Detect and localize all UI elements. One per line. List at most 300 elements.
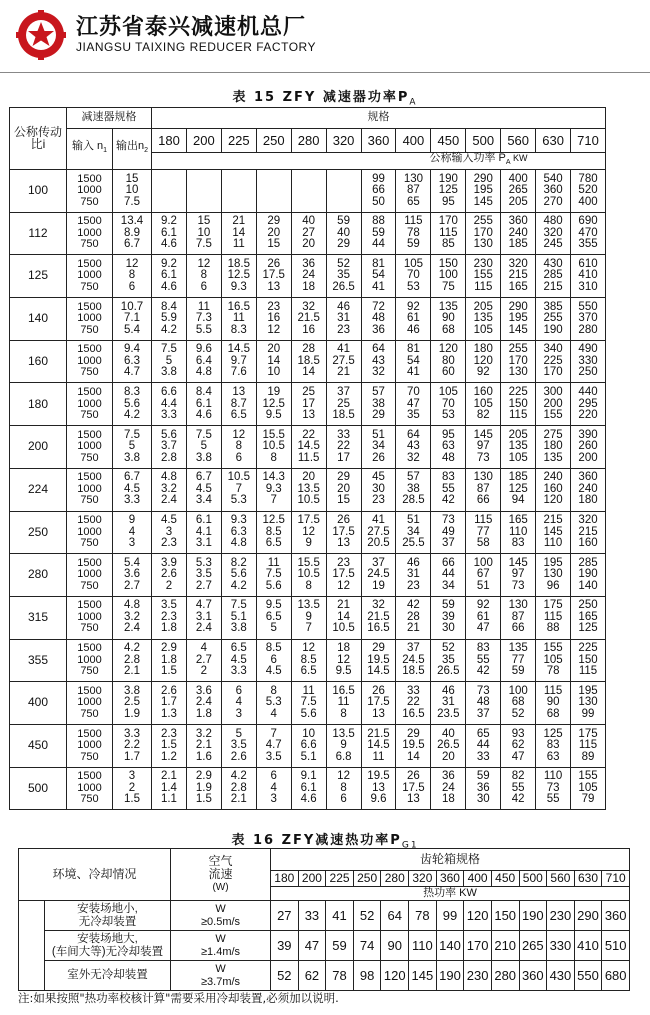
table16-title-text: 表 16 ZFY减速热功率P [231,833,402,848]
power-cell: 100 67 51 [466,554,501,597]
thermal-power-cell: 265 [519,931,547,961]
power-cell: 3.9 2.6 2 [152,554,187,597]
power-cell: 32 21.5 16 [291,298,326,341]
power-cell: 100 68 52 [501,682,536,725]
thermal-power-cell: 290 [574,901,602,931]
power-cell: 99 66 50 [361,170,396,213]
power-cell: 12.5 8.5 6.5 [256,511,291,554]
power-cell: 105 70 53 [431,383,466,426]
power-cell: 275 180 135 [536,426,571,469]
power-cell: 8.4 6.1 4.6 [186,383,221,426]
table-row [10,724,641,767]
power-cell: 7 4.7 3.5 [256,724,291,767]
ratio-cell: 400 [10,682,67,725]
power-cell: 29 19.5 14.5 [361,639,396,682]
power-cell: 82 55 42 [501,767,536,810]
table-row [10,468,641,511]
thermal-power-cell: 59 [326,931,354,961]
power-cell: 37 24.5 18.5 [396,639,431,682]
power-cell: 41 27.5 20.5 [361,511,396,554]
power-cell: 290 195 145 [501,298,536,341]
power-cell: 9.1 6.1 4.6 [291,767,326,810]
table-row [19,931,630,961]
power-cell: 6 4 3 [256,767,291,810]
power-cell: 88 59 44 [361,212,396,255]
power-cell: 3.2 2.1 1.6 [186,724,221,767]
power-cell: 64 43 32 [396,426,431,469]
ratio-cell: 450 [10,724,67,767]
air-flow-label: 空气 流速 [208,854,233,881]
table15-title-text: 表 15 ZFY 减速器功率P [232,90,410,105]
table-row [10,340,641,383]
spec-right-header: 规格 [152,108,606,129]
ratio-cell: 100 [10,170,67,213]
output-speed-cell: 12 8 6 [113,255,152,298]
input-speed-cell: 1500 1000 750 [67,212,113,255]
power-cell: 130 87 65 [396,170,431,213]
table-row [19,961,630,991]
thermal-power-cell: 120 [464,901,492,931]
power-cell: 4.8 3.2 2.4 [152,468,187,511]
power-unit: KW [510,153,528,164]
input-speed-cell: 1500 1000 750 [67,639,113,682]
power-cell: 22 14.5 11.5 [291,426,326,469]
power-cell: 10.5 7 5.3 [221,468,256,511]
thermal-power-cell: 41 [326,901,354,931]
power-cell: 480 320 245 [536,212,571,255]
power-cell: 130 87 66 [466,468,501,511]
input-speed-cell: 1500 1000 750 [67,767,113,810]
thermal-power-cell: 27 [271,901,299,931]
power-cell: 11 7.5 5.6 [256,554,291,597]
power-cell: 6.7 4.5 3.4 [186,468,221,511]
table-row [10,170,641,213]
input-speed-header [67,129,113,170]
power-cell: 125 83 63 [536,724,571,767]
power-cell: 29 20 15 [256,212,291,255]
power-cell: 550 370 280 [571,298,606,341]
size-header: 710 [571,129,606,153]
power-cell: 46 31 23 [396,554,431,597]
power-cell: 13.5 9 6.8 [326,724,361,767]
power-cell: 59 39 30 [431,596,466,639]
power-cell: 6.1 4.1 3.1 [186,511,221,554]
power-cell: 52 35 26.5 [431,639,466,682]
power-cell: 340 225 170 [536,340,571,383]
thermal-power-cell: 33 [298,901,326,931]
thermal-power-cell: 430 [547,961,575,991]
power-cell: 4.7 3.1 2.4 [186,596,221,639]
power-cell: 610 410 310 [571,255,606,298]
output-speed-cell: 6.7 4.5 3.3 [113,468,152,511]
output-speed-cell: 3.8 2.5 1.9 [113,682,152,725]
ratio-cell: 125 [10,255,67,298]
power-cell: 160 105 82 [466,383,501,426]
thermal-power-cell: 62 [298,961,326,991]
power-cell: 225 150 115 [501,383,536,426]
power-cell: 42 28 21 [396,596,431,639]
power-cell: 73 48 37 [466,682,501,725]
size-header: 560 [547,871,575,887]
input-speed-cell: 1500 1000 750 [67,724,113,767]
power-cell: 290 195 145 [466,170,501,213]
size-header: 225 [221,129,256,153]
power-cell: 180 120 92 [466,340,501,383]
thermal-table-16 [18,848,630,991]
thermal-power-cell: 140 [436,931,464,961]
size-header: 400 [396,129,431,153]
page-header [0,0,650,72]
power-cell: 45 30 23 [361,468,396,511]
size-header: 280 [291,129,326,153]
power-cell: 285 190 140 [571,554,606,597]
power-cell: 29 19.5 14 [396,724,431,767]
thermal-power-cell: 150 [491,901,519,931]
power-cell: 40 27 20 [291,212,326,255]
size-header: 360 [436,871,464,887]
power-cell: 23 16 12 [256,298,291,341]
thermal-power-cell: 52 [271,961,299,991]
power-cell: 6.6 4.4 3.3 [152,383,187,426]
power-cell: 145 97 73 [466,426,501,469]
power-cell: 3.5 2.3 1.8 [152,596,187,639]
table-row [10,511,641,554]
power-cell: 5.3 3.5 2.7 [186,554,221,597]
power-cell: 155 105 78 [536,639,571,682]
thermal-power-cell: 190 [436,961,464,991]
thermal-power-cell: 190 [519,901,547,931]
thermal-power-cell: 360 [602,901,630,931]
power-cell: 9.5 6.5 5 [256,596,291,639]
power-cell: 135 90 68 [431,298,466,341]
power-cell: 255 170 130 [501,340,536,383]
output-speed-header [113,129,152,170]
input-speed-cell: 1500 1000 750 [67,511,113,554]
power-cell: 12 8 6 [186,255,221,298]
power-cell: 8.2 5.6 4.2 [221,554,256,597]
power-cell: 2.3 1.5 1.2 [152,724,187,767]
power-cell: 170 115 85 [431,212,466,255]
size-header: 180 [271,871,299,887]
ratio-cell: 280 [10,554,67,597]
ratio-cell: 250 [10,511,67,554]
gear-spec-header: 齿轮箱规格 [271,849,630,871]
thermal-power-cell: 230 [547,901,575,931]
table-row [10,426,641,469]
input-sub: 1 [103,147,108,155]
input-speed-cell: 1500 1000 750 [67,383,113,426]
power-cell: 250 165 125 [571,596,606,639]
power-cell: 21 14 10.5 [326,596,361,639]
power-cell: 51 34 25.5 [396,511,431,554]
power-cell: 9.2 6.1 4.6 [152,255,187,298]
output-sub: 2 [144,147,149,155]
ratio-cell: 315 [10,596,67,639]
input-speed-cell: 1500 1000 750 [67,340,113,383]
thermal-power-cell: 360 [519,961,547,991]
power-sub: A [505,159,511,167]
power-cell: 4.2 2.8 2.1 [221,767,256,810]
input-speed-cell: 1500 1000 750 [67,596,113,639]
power-cell [326,170,361,213]
output-speed-cell: 15 10 7.5 [113,170,152,213]
env-header: 环境、冷却情况 [19,849,171,901]
power-cell: 2.1 1.4 1.1 [152,767,187,810]
power-cell: 18.5 12.5 9.3 [221,255,256,298]
thermal-power-cell: 120 [381,961,409,991]
power-cell: 130 87 66 [501,596,536,639]
power-cell: 255 170 130 [466,212,501,255]
power-cell: 26 17.5 13 [326,511,361,554]
output-speed-cell: 9.4 6.3 4.7 [113,340,152,383]
power-cell: 57 38 28.5 [396,468,431,511]
power-cell: 15.5 10.5 8 [291,554,326,597]
air-flow-header [171,849,271,901]
ratio-cell: 112 [10,212,67,255]
output-speed-cell: 10.7 7.1 5.4 [113,298,152,341]
table15-title-sub: A [409,97,418,108]
power-cell: 26 17.5 13 [256,255,291,298]
thermal-power-cell: 680 [602,961,630,991]
power-cell: 110 73 55 [536,767,571,810]
power-cell: 9.3 6.3 4.8 [221,511,256,554]
power-cell: 19.5 13 9.6 [361,767,396,810]
thermal-power-cell: 230 [464,961,492,991]
power-cell: 390 260 200 [571,426,606,469]
ratio-cell: 355 [10,639,67,682]
power-cell: 83 55 42 [466,639,501,682]
thermal-power-cell: 330 [547,931,575,961]
power-cell: 29 20 15 [326,468,361,511]
power-table-15 [9,107,641,810]
thermal-power-cell: 98 [353,961,381,991]
power-cell: 41 27.5 21 [326,340,361,383]
env-cell: 安装场地小, 无冷却装置 [45,901,171,931]
size-header: 560 [501,129,536,153]
power-cell: 175 115 89 [571,724,606,767]
table-row [10,212,641,255]
input-label: 输入 n [71,140,104,153]
thermal-power-cell: 280 [491,961,519,991]
power-cell: 25 17 13 [291,383,326,426]
thermal-power-cell: 550 [574,961,602,991]
power-cell: 5 3.5 2.6 [221,724,256,767]
power-cell: 440 295 220 [571,383,606,426]
power-cell: 14.5 9.7 7.6 [221,340,256,383]
power-cell: 13.5 9 7 [291,596,326,639]
ratio-cell: 224 [10,468,67,511]
thermal-power-cell: 78 [326,961,354,991]
power-cell: 185 125 94 [501,468,536,511]
power-cell [291,170,326,213]
thermal-power-cell: 510 [602,931,630,961]
table-row [10,767,641,810]
power-cell: 115 90 68 [536,682,571,725]
output-speed-cell: 4.2 2.8 2.1 [113,639,152,682]
output-speed-cell: 4.8 3.2 2.4 [113,596,152,639]
size-header: 450 [431,129,466,153]
power-cell: 28 18.5 14 [291,340,326,383]
power-cell: 36 24 18 [431,767,466,810]
power-cell: 230 155 115 [466,255,501,298]
input-speed-cell: 1500 1000 750 [67,682,113,725]
power-cell: 40 26.5 20 [431,724,466,767]
thermal-power-cell: 64 [381,901,409,931]
thermal-power-cell: 210 [491,931,519,961]
spec-header: 减速器规格 [67,108,152,129]
table15-title [0,86,650,108]
power-cell: 14.3 9.3 7 [256,468,291,511]
power-cell: 7.5 5.1 3.8 [221,596,256,639]
table-row [10,639,641,682]
power-cell [221,170,256,213]
flow-cell: W ≥3.7m/s [171,961,271,991]
power-cell: 16.5 11 8 [326,682,361,725]
power-cell: 46 31 23.5 [431,682,466,725]
power-cell: 95 63 48 [431,426,466,469]
power-cell: 195 130 96 [536,554,571,597]
input-speed-cell: 1500 1000 750 [67,255,113,298]
input-speed-cell: 1500 1000 750 [67,298,113,341]
power-cell: 6 4 3 [221,682,256,725]
power-cell: 120 80 60 [431,340,466,383]
power-header [152,153,606,170]
power-cell: 4 2.7 2 [186,639,221,682]
size-header: 200 [298,871,326,887]
power-cell: 93 62 47 [501,724,536,767]
power-cell: 33 22 17 [326,426,361,469]
power-cell: 20 13.5 10.5 [291,468,326,511]
power-cell: 400 265 205 [501,170,536,213]
size-header: 630 [574,871,602,887]
power-cell: 59 36 30 [466,767,501,810]
output-speed-cell: 9 4 3 [113,511,152,554]
size-header: 400 [464,871,492,887]
power-cell: 21 14 11 [221,212,256,255]
table-row [19,901,630,931]
power-cell: 52 35 26.5 [326,255,361,298]
thermal-power-cell: 410 [574,931,602,961]
power-cell: 155 105 79 [571,767,606,810]
env-cell: 安装场地大, (车间大等)无冷却装置 [45,931,171,961]
power-cell: 81 54 41 [361,255,396,298]
size-header: 250 [256,129,291,153]
power-cell: 205 135 105 [466,298,501,341]
thermal-power-cell: 74 [353,931,381,961]
power-cell: 15 10 7.5 [186,212,221,255]
power-cell: 64 43 32 [361,340,396,383]
power-cell: 2.9 1.9 1.5 [186,767,221,810]
power-cell: 320 215 160 [571,511,606,554]
power-cell: 73 49 37 [431,511,466,554]
table-row [10,596,641,639]
power-cell: 5.6 3.7 2.8 [152,426,187,469]
power-cell: 16.5 11 8.3 [221,298,256,341]
thermal-power-cell: 99 [436,901,464,931]
flow-cell: W ≥1.4m/s [171,931,271,961]
ratio-header: 公称传动比i [10,108,67,170]
output-speed-cell: 13.4 8.9 6.7 [113,212,152,255]
power-cell: 13 8.7 6.5 [221,383,256,426]
output-speed-cell: 7.5 5 3.8 [113,426,152,469]
power-cell: 46 31 23 [326,298,361,341]
power-cell: 37 25 18.5 [326,383,361,426]
flow-cell: W ≥0.5m/s [171,901,271,931]
size-header: 710 [602,871,630,887]
ratio-cell: 500 [10,767,67,810]
power-cell: 3.6 2.4 1.8 [186,682,221,725]
size-header: 320 [326,129,361,153]
size-header: 180 [152,129,187,153]
power-cell: 57 38 29 [361,383,396,426]
power-cell: 92 61 46 [396,298,431,341]
header-divider [0,72,650,73]
power-cell: 195 130 99 [571,682,606,725]
table16-title-sub: G1 [401,840,419,851]
power-cell: 12 8.5 6.5 [291,639,326,682]
thermal-power-cell: 39 [271,931,299,961]
power-cell: 4.5 3 2.3 [152,511,187,554]
power-cell: 215 145 110 [536,511,571,554]
power-cell: 66 44 34 [431,554,466,597]
power-cell: 175 115 88 [536,596,571,639]
size-header: 450 [491,871,519,887]
power-cell: 12 8 6 [326,767,361,810]
company-name-en: JIANGSU TAIXING REDUCER FACTORY [76,40,316,54]
power-cell: 2.6 1.7 1.3 [152,682,187,725]
thermal-power-cell: 47 [298,931,326,961]
power-cell: 36 24 18 [291,255,326,298]
company-logo-icon [16,10,66,60]
input-speed-cell: 1500 1000 750 [67,426,113,469]
power-cell: 540 360 270 [536,170,571,213]
table-row [10,682,641,725]
size-header: 250 [353,871,381,887]
power-cell: 360 240 180 [571,468,606,511]
power-cell: 105 70 53 [396,255,431,298]
power-cell: 8.5 6 4.5 [256,639,291,682]
ratio-cell: 140 [10,298,67,341]
thermal-power-cell: 145 [409,961,437,991]
thermal-power-cell: 52 [353,901,381,931]
power-cell: 9.6 6.4 4.8 [186,340,221,383]
power-cell: 33 22 16.5 [396,682,431,725]
power-cell: 6.5 4.5 3.3 [221,639,256,682]
power-cell: 65 44 33 [466,724,501,767]
power-cell: 81 54 41 [396,340,431,383]
power-cell: 37 24.5 19 [361,554,396,597]
power-cell: 15.5 10.5 8 [256,426,291,469]
power-cell: 12 8 6 [221,426,256,469]
input-speed-cell: 1500 1000 750 [67,554,113,597]
power-cell: 115 77 58 [466,511,501,554]
power-cell: 8.4 5.9 4.2 [152,298,187,341]
row-group-cell [19,901,45,991]
power-cell: 240 160 120 [536,468,571,511]
power-cell: 190 125 95 [431,170,466,213]
power-cell: 490 330 250 [571,340,606,383]
output-speed-cell: 3.3 2.2 1.7 [113,724,152,767]
table-row [10,383,641,426]
power-cell: 32 21.5 16.5 [361,596,396,639]
power-cell: 145 97 73 [501,554,536,597]
thermal-power-cell: 110 [409,931,437,961]
power-cell: 72 48 36 [361,298,396,341]
footnote: 注:如果按照"热功率校核计算"需要采用冷却装置,必须加以说明. [18,991,339,1005]
thermal-power-cell: 78 [409,901,437,931]
power-cell: 320 215 165 [501,255,536,298]
power-cell: 92 61 47 [466,596,501,639]
